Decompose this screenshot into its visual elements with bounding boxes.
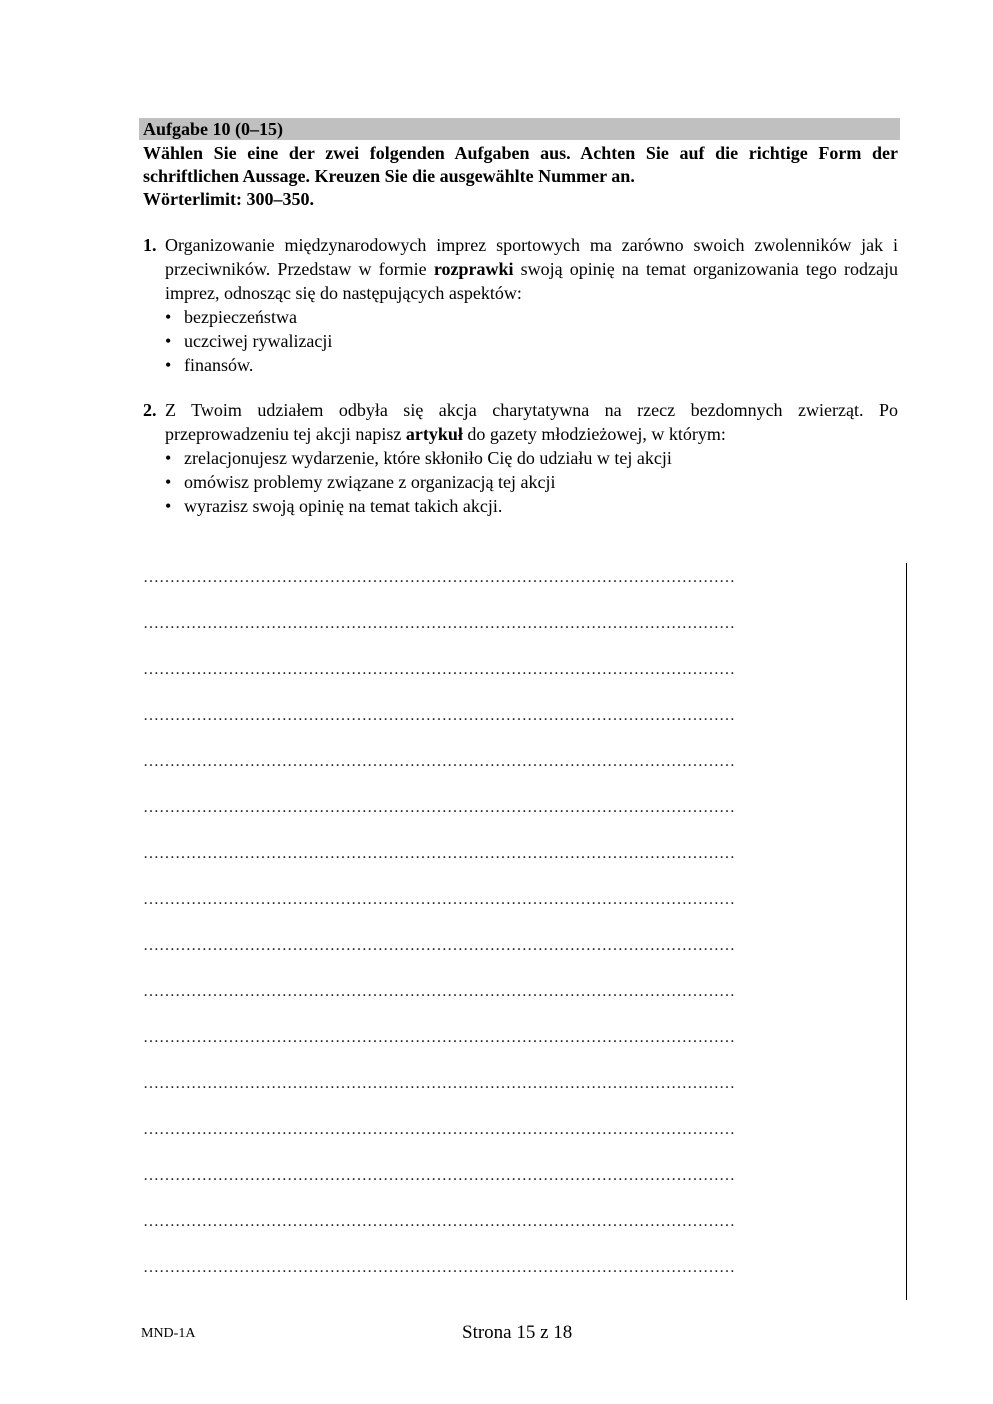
list-item: • bezpieczeństwa	[165, 307, 297, 327]
answer-line[interactable]: …………………………………………………………………………………………………	[143, 707, 735, 724]
answer-line[interactable]: …………………………………………………………………………………………………	[143, 799, 735, 816]
task-form-keyword: artykuł	[405, 424, 463, 444]
task-aspects-list	[143, 446, 898, 518]
list-item: • uczciwej rywalizacji	[165, 331, 333, 351]
answer-line[interactable]: …………………………………………………………………………………………………	[143, 983, 735, 1000]
task-aspects-list	[143, 305, 898, 377]
task-header	[139, 118, 900, 140]
list-item: • zrelacjonujesz wydarzenie, które skłoniło Cię do udziału w tej akcji	[165, 448, 672, 468]
word-limit: Wörterlimit: 300–350.	[143, 189, 314, 209]
answer-line[interactable]: …………………………………………………………………………………………………	[143, 753, 735, 770]
answer-line[interactable]: …………………………………………………………………………………………………	[143, 615, 735, 632]
answer-line[interactable]: …………………………………………………………………………………………………	[143, 1075, 735, 1092]
exam-code: MND-1A	[141, 1326, 196, 1341]
page-number: Strona 15 z 18	[462, 1322, 573, 1343]
answer-line[interactable]: …………………………………………………………………………………………………	[143, 1259, 735, 1276]
bullet-icon: •	[165, 496, 172, 516]
answer-line[interactable]: …………………………………………………………………………………………………	[143, 937, 735, 954]
task-instructions	[143, 142, 898, 211]
margin-rule	[906, 563, 907, 1300]
answer-line[interactable]: …………………………………………………………………………………………………	[143, 661, 735, 678]
answer-line[interactable]: …………………………………………………………………………………………………	[143, 569, 735, 586]
answer-area[interactable]	[143, 566, 883, 1302]
bullet-icon: •	[165, 472, 172, 492]
bullet-icon: •	[165, 331, 172, 351]
answer-line[interactable]: …………………………………………………………………………………………………	[143, 1167, 735, 1184]
task-text: Z Twoim udziałem odbyła się akcja charytatywna na rzecz bezdomnych zwierząt. Po przeprowadzeniu tej akcji napisz artykuł do gazety młodzieżowej, w którym:	[165, 400, 898, 444]
instructions-text: Wählen Sie eine der zwei folgenden Aufgaben aus. Achten Sie auf die richtige Form der schriftlichen Aussage. Kreuzen Sie die ausgewählte Nummer an.	[143, 143, 898, 186]
bullet-icon: •	[165, 355, 172, 375]
task-header-title: Aufgabe 10 (0–15)	[143, 119, 283, 139]
bullet-icon: •	[165, 448, 172, 468]
list-item: • wyrazisz swoją opinię na temat takich akcji.	[165, 496, 503, 516]
list-item: • finansów.	[165, 355, 254, 375]
task-number[interactable]: 2.	[143, 400, 157, 420]
answer-line[interactable]: …………………………………………………………………………………………………	[143, 1213, 735, 1230]
task-number[interactable]: 1.	[143, 235, 157, 255]
task-form-keyword: rozprawki	[433, 259, 514, 279]
task-text: Organizowanie międzynarodowych imprez sportowych ma zarówno swoich zwolenników jak i przeciwników. Przedstaw w formie rozprawki swoją opinię na temat organizowania tego rodzaju imprez, odnosząc się do następujących aspektów:	[165, 235, 899, 303]
task-option-1	[143, 233, 898, 377]
answer-line[interactable]: …………………………………………………………………………………………………	[143, 891, 735, 908]
answer-line[interactable]: …………………………………………………………………………………………………	[143, 1029, 735, 1046]
list-item: • omówisz problemy związane z organizacją tej akcji	[165, 472, 556, 492]
bullet-icon: •	[165, 307, 172, 327]
answer-line[interactable]: …………………………………………………………………………………………………	[143, 1121, 735, 1138]
answer-line[interactable]: …………………………………………………………………………………………………	[143, 845, 735, 862]
task-option-2	[143, 398, 898, 518]
